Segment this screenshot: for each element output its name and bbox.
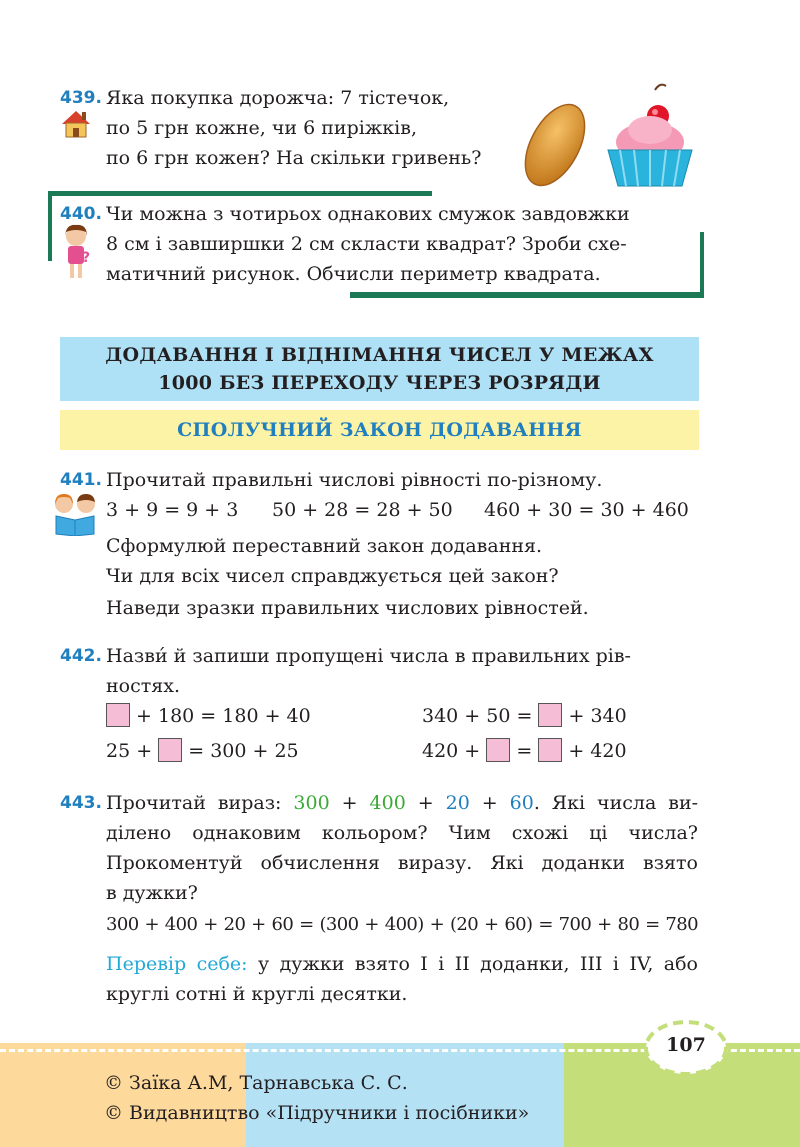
section-title-line-2: 1000 БЕЗ ПЕРЕХОДУ ЧЕРЕЗ РОЗРЯДИ — [158, 372, 601, 394]
exercise-442-equation-c — [106, 737, 299, 765]
exercise-442-line-2: ностях. — [106, 675, 180, 697]
exercise-440-bottom-rule — [350, 292, 704, 298]
equation-c-left: 25 + — [106, 740, 153, 762]
subsection-title-block — [60, 410, 699, 450]
exercise-number-440: 440. — [60, 204, 102, 224]
exercise-443-line-1 — [106, 789, 698, 817]
exercise-440-line-1: Чи можна з чотирьох однакових смужок завдовжки — [106, 203, 630, 225]
footer-band-orange — [0, 1043, 246, 1147]
exercise-442-equation-d — [422, 737, 627, 765]
equation-d-left: 420 + — [422, 740, 481, 762]
copyright-authors: © Заїка А.М, Тарнавська С. С. — [104, 1072, 408, 1094]
plus-sign: + — [341, 792, 358, 814]
check-yourself-label: Перевір себе: — [106, 953, 248, 975]
exercise-443-check — [106, 950, 698, 978]
exercise-441-line-1: Прочитай правильні числові рівності по-різному. — [106, 469, 603, 491]
answer-box[interactable] — [538, 703, 562, 727]
exercise-441-equality-3: 460 + 30 = 30 + 460 — [484, 499, 689, 521]
exercise-443-check-line-2: круглі сотні й круглі десятки. — [106, 983, 408, 1005]
number-60: 60 — [509, 792, 534, 814]
copyright-publisher: © Видавництво «Підручники і посібники» — [104, 1102, 530, 1124]
home-icon — [58, 108, 94, 140]
equation-c-right: = 300 + 25 — [188, 740, 299, 762]
answer-box[interactable] — [486, 738, 510, 762]
exercise-441-equality-2: 50 + 28 = 28 + 50 — [272, 499, 453, 521]
exercise-440-right-rule — [700, 232, 704, 298]
exercise-443-line-4: в дужки? — [106, 882, 198, 904]
plus-sign: + — [417, 792, 434, 814]
svg-text:?: ? — [82, 250, 91, 266]
exercise-442-equation-a — [106, 702, 311, 730]
section-title-block — [60, 337, 699, 401]
plus-sign: + — [481, 792, 498, 814]
exercise-number-443: 443. — [60, 793, 102, 813]
exercise-443-intro: Прочитай вираз: — [106, 792, 282, 814]
exercise-441-line-4: Чи для всіх чисел справджується цей закон? — [106, 565, 559, 587]
exercise-439-line-1: Яка покупка дорожча: 7 тістечок, — [106, 87, 450, 109]
subsection-title: СПОЛУЧНИЙ ЗАКОН ДОДАВАННЯ — [177, 419, 582, 441]
answer-box[interactable] — [106, 703, 130, 727]
exercise-442-equation-b — [422, 702, 627, 730]
equation-d-right: + 420 — [568, 740, 627, 762]
exercise-439-line-3: по 6 грн кожен? На скільки гривень? — [106, 147, 482, 169]
number-20: 20 — [445, 792, 470, 814]
exercise-443-after: . Які числа ви- — [533, 792, 699, 814]
exercise-442-line-1: Назви́ й запиши пропущені числа в правильних рів- — [106, 645, 631, 667]
exercise-443-line-3: Прокоментуй обчислення виразу. Які доданки взято — [106, 852, 698, 874]
exercise-441-line-3: Сформулюй переставний закон додавання. — [106, 535, 543, 557]
page-number: 107 — [666, 1034, 706, 1056]
pie-illustration — [520, 98, 590, 193]
footer-band-blue — [246, 1043, 564, 1147]
exercise-440-line-3: матичний рисунок. Обчисли периметр квадрата. — [106, 263, 601, 285]
exercise-439-line-2: по 5 грн кожне, чи 6 пиріжків, — [106, 117, 417, 139]
equation-b-left: 340 + 50 = — [422, 705, 533, 727]
children-reading-icon — [50, 492, 102, 536]
exercise-440-top-rule — [48, 191, 432, 196]
exercise-number-441: 441. — [60, 470, 102, 490]
equation-a-text: + 180 = 180 + 40 — [136, 705, 311, 727]
exercise-443-calculation: 300 + 400 + 20 + 60 = (300 + 400) + (20 + 60) = 700 + 80 = 780 — [106, 914, 698, 935]
exercise-number-439: 439. — [60, 88, 102, 108]
number-300: 300 — [293, 792, 330, 814]
answer-box[interactable] — [538, 738, 562, 762]
exercise-441-line-5: Наведи зразки правильних числових рівностей. — [106, 597, 589, 619]
exercise-440-left-rule — [48, 191, 52, 261]
equation-d-mid: = — [516, 740, 533, 762]
exercise-440-line-2: 8 см і завширшки 2 см скласти квадрат? Зроби схе- — [106, 233, 627, 255]
cupcake-illustration — [600, 80, 700, 190]
girl-question-icon — [60, 224, 94, 284]
number-400: 400 — [369, 792, 406, 814]
exercise-443-line-2: ділено однаковим кольором? Чим схожі ці числа? — [106, 822, 698, 844]
exercise-441-equality-1: 3 + 9 = 9 + 3 — [106, 499, 239, 521]
equation-b-right: + 340 — [568, 705, 627, 727]
answer-box[interactable] — [158, 738, 182, 762]
exercise-number-442: 442. — [60, 646, 102, 666]
section-title-line-1: ДОДАВАННЯ І ВІДНІМАННЯ ЧИСЕЛ У МЕЖАХ — [105, 344, 654, 366]
check-yourself-text: у дужки взято І і ІІ доданки, ІІІ і ІV, або — [257, 953, 698, 975]
